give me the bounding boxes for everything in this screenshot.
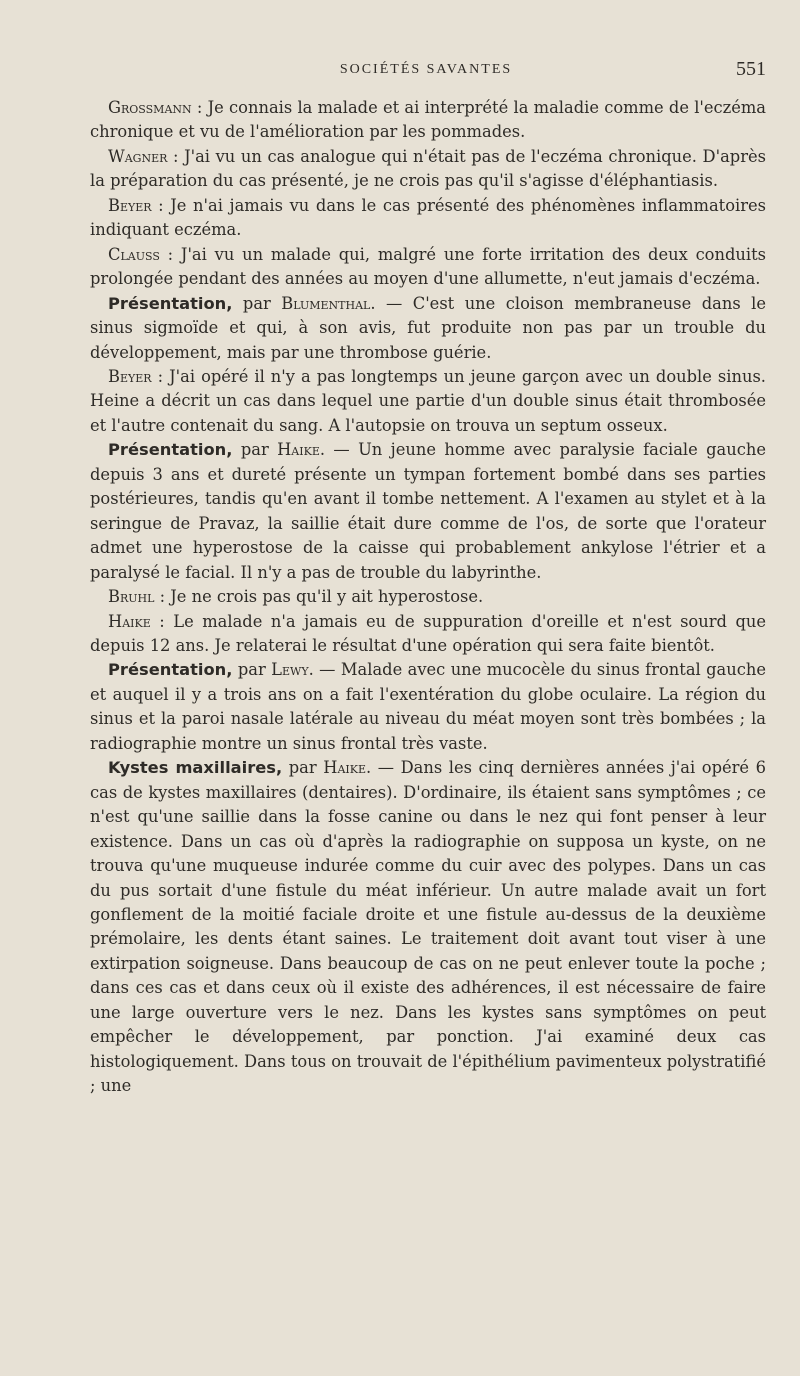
speaker-name: Haike. (323, 758, 372, 778)
paragraph (90, 96, 766, 145)
prefix-text: par (232, 660, 272, 680)
speaker-name: Lewy. (271, 660, 314, 680)
paragraph (90, 610, 766, 659)
section-heading: Présentation, (108, 660, 233, 680)
separator: : (159, 244, 181, 264)
page-header (86, 58, 766, 82)
paragraph-text: Malade avec une mucocèle du sinus frontal gauche et auquel il y a trois ans on a fait l'exentération du globe oculaire. La région du sinus et la paroi nasale latérale au niveau du méat moyen sont très bombées ; la radiographie montre un sinus frontal très vaste. (90, 660, 766, 753)
speaker-name: Wagner (108, 146, 168, 166)
separator: — (371, 758, 401, 778)
prefix-text: par (232, 293, 282, 313)
section-heading: Kystes maxillaires, (108, 758, 283, 778)
paragraph-text: Un jeune homme avec paralysie faciale gauche depuis 3 ans et dureté présente un tympan fortement bombé dans ses parties postérieures, tandis qu'en avant il tombe nettement. A l'examen au stylet et à la seringue de Pravaz, la saillie était dure comme de l'os, de sorte que l'orateur admet une hyperostose de la caisse qui probablement ankylose l'étrier et a paralysé le facial. Il n'y a pas de trouble du labyrinthe. (90, 440, 766, 582)
separator: : (150, 611, 174, 631)
paragraph-text: Je ne crois pas qu'il y ait hyperostose. (170, 587, 484, 607)
section-heading: Présentation, (108, 293, 233, 313)
paragraph (90, 438, 766, 585)
paragraph-text: Je connais la malade et ai interprété la maladie comme de l'eczéma chronique et vu de l'amélioration par les pommades. (90, 98, 766, 142)
paragraph (90, 243, 766, 292)
paragraph-text: Dans les cinq dernières années j'ai opéré 6 cas de kystes maxillaires (dentaires). D'ordinaire, ils étaient sans symptômes ; ce n'est qu'une saillie dans la fosse canine ou dans le nez qui font penser à leur existence. Dans un cas où d'après la radiographie on supposa un kyste, on ne trouva qu'une muqueuse indurée comme du cuir avec des polypes. Dans un cas du pus sortait d'une fistule du méat inférieur. Un autre malade avait un fort gonflement de la moitié faciale droite et une fistule au-dessus de la deuxième prémolaire, les dents étant saines. Le traitement doit avant tout viser à une extirpation soigneuse. Dans beaucoup de cas on ne peut enlever toute la poche ; dans ces cas et dans ceux où il existe des adhérences, il est nécessaire de faire une large ouverture vers le nez. Dans les kystes sans symptômes on peut empêcher le développement, par ponction. J'ai examiné deux cas histologiquement. Dans tous on trouvait de l'épithélium pavimenteux polystratifié ; une (90, 758, 766, 1096)
speaker-name: Grossmann (108, 98, 192, 117)
separator: : (167, 146, 185, 166)
paragraph-text: Je n'ai jamais vu dans le cas présenté des phénomènes inflammatoires indiquant eczéma. (90, 195, 766, 240)
section-heading: Présentation, (108, 440, 233, 460)
paragraph-text: J'ai opéré il n'y a pas longtemps un jeune garçon avec un double sinus. Heine a décrit un cas dans lequel une partie d'un double sinus était thrombosée et l'autre contenait du sang. A l'autopsie on trouva un septum osseux. (90, 366, 766, 435)
separator: : (154, 587, 171, 607)
paragraph-text: C'est une cloison membraneuse dans le sinus sigmoïde et qui, à son avis, fut produite non pas par un trouble du développement, mais par une thrombose guérie. (90, 293, 766, 362)
speaker-name: Beyer (108, 366, 152, 386)
article-body (90, 96, 766, 1099)
speaker-name: Beyer (108, 195, 152, 215)
paragraph (90, 658, 766, 756)
prefix-text: par (232, 440, 278, 460)
paragraph (90, 365, 766, 438)
paragraph (90, 194, 766, 243)
speaker-name: Clauss (108, 244, 160, 264)
speaker-name: Haike. (277, 440, 326, 460)
page-number: 551 (736, 58, 766, 80)
speaker-name: Blumenthal. (281, 293, 376, 313)
speaker-name: Haike (108, 611, 151, 631)
separator: : (151, 366, 170, 386)
separator: — (375, 293, 413, 313)
separator: — (325, 440, 359, 460)
paragraph (90, 145, 766, 194)
running-title: SOCIÉTÉS SAVANTES (339, 62, 513, 77)
paragraph-text: Le malade n'a jamais eu de suppuration d'oreille et n'est sourd que depuis 12 ans. Je relaterai le résultat d'une opération qui sera faite bientôt. (90, 611, 766, 655)
separator: : (151, 195, 171, 215)
separator: — (313, 660, 341, 680)
speaker-name: Bruhl (108, 587, 155, 607)
prefix-text: par (282, 758, 324, 778)
paragraph (90, 585, 766, 609)
separator: : (191, 98, 208, 117)
paragraph (90, 756, 766, 1098)
paragraph (90, 292, 766, 365)
paragraph-text: J'ai vu un cas analogue qui n'était pas de l'eczéma chronique. D'après la préparation du cas présenté, je ne crois pas qu'il s'agisse d'éléphantiasis. (90, 146, 766, 191)
paragraph-text: J'ai vu un malade qui, malgré une forte irritation des deux conduits prolongée pendant des années au moyen d'une allumette, n'eut jamais d'eczéma. (90, 244, 766, 289)
